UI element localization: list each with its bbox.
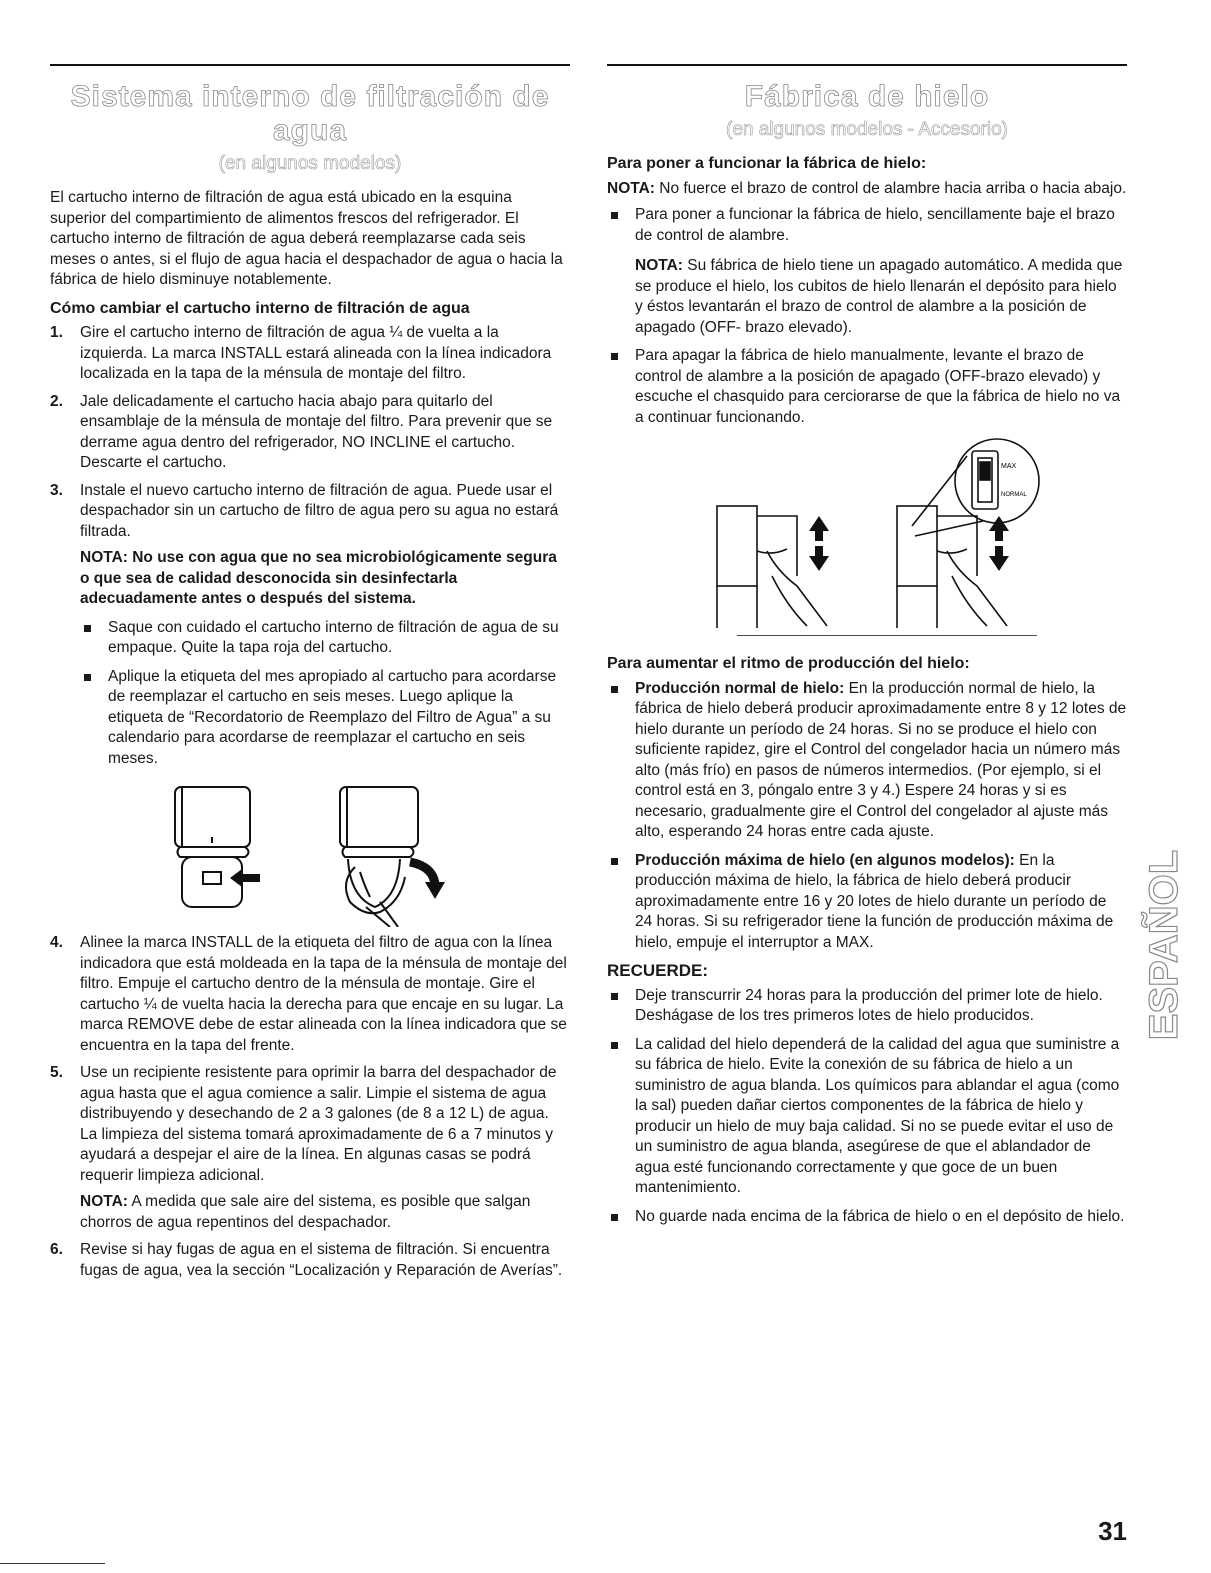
remember-item: La calidad del hielo dependerá de la calidad del agua que suministre a su fábrica de hielo. Evite la conexión de su fábrica de hielo a un suministro de agua blanda. Los químicos para ablandar el agua (como la sal) pueden dañar ciertos componentes de la fábrica de hielo y producir un hielo de muy baja calidad. Si no se puede evitar el uso de un suministro de agua blanda, asegúrese de que el ablandador de agua esté funcionando correctamente y que goce de un buen mantenimiento. — [607, 1035, 1127, 1199]
production-max-text: En la producción máxima de hielo, la fábrica de hielo deberá producir aproximadamente entre 16 y 20 lotes de hielo durante un período de 24 horas. Si su refrigerador tiene la función de producción máxima de hielo, empuje el interruptor a MAX. — [635, 851, 1114, 951]
remember-item: No guarde nada encima de la fábrica de hielo o en el depósito de hielo. — [607, 1207, 1127, 1228]
step-number: 5. — [50, 1064, 63, 1081]
footer-rule — [0, 1563, 105, 1564]
step-3 — [50, 481, 570, 770]
water-filter-subtitle: (en algunos modelos) — [218, 153, 402, 174]
ice-maker-title: Fábrica de hielo — [744, 80, 990, 113]
switch-normal-label: NORMAL — [1001, 492, 1027, 498]
page-number: 31 — [1098, 1516, 1127, 1546]
remember-bullets — [607, 986, 1127, 1228]
production-normal-text: En la producción normal de hielo, la fábrica de hielo deberá producir aproximadamente entre 8 y 12 lotes de hielo durante un período de 24 horas. Si no se produce el hielo con suficiente rapidez, gire el Control del congelador hacia un número más alto (más frío) en pasos de números intermedios. (Por ejemplo, si el control está en 3, póngalo entre 3 y 4.) Espere 24 horas y si es necesario, gradualmente gire el Control del congelador al ajuste más alto, esperando 24 horas entre cada ajuste. — [635, 679, 1127, 840]
note-label: NOTA: — [607, 179, 655, 197]
production-max-item — [607, 851, 1127, 954]
step-3-bullet: Saque con cuidado el cartucho interno de filtración de agua de su empaque. Quite la tapa roja del cartucho. — [80, 618, 570, 659]
step-number: 4. — [50, 934, 63, 951]
step-text: Gire el cartucho interno de filtración de agua ¼ de vuelta a la izquierda. La marca INSTALL estará alineada con la línea indicadora localizada en la tapa de la ménsula de montaje del filtro. — [80, 324, 552, 382]
production-bullets — [607, 679, 1127, 954]
operate-bullets — [607, 205, 1127, 428]
water-filter-intro: El cartucho interno de filtración de agua está ubicado en la esquina superior del compartimiento de alimentos frescos del refrigerador. El cartucho interno de filtración de agua deberá reemplazarse cada seis meses o antes, si el flujo de agua hacia el despachador de agua o hacia la fábrica de hielo disminuye notablemente. — [50, 189, 563, 288]
step-6 — [50, 1240, 570, 1281]
note-label: NOTA: — [635, 257, 683, 274]
operate-bullet: Para apagar la fábrica de hielo manualmente, levante el brazo de control de alambre a la posición de apagado (OFF-brazo elevado) y escuche el chasquido para cerciorarse de que la fábrica de hielo no va a continuar funcionando. — [607, 346, 1127, 428]
note-text: Su fábrica de hielo tiene un apagado automático. A medida que se produce el hielo, los cubitos de hielo llenarán el depósito para hielo y éstos levantarán el brazo de control de alambre a la posición de apagado (OFF- brazo elevado). — [635, 257, 1123, 336]
production-normal-label: Producción normal de hielo: — [635, 679, 845, 697]
switch-max-label: MAX — [1001, 463, 1017, 470]
step-text: Instale el nuevo cartucho interno de filtración de agua. Puede usar el despachador sin un cartucho de filtro de agua pero su agua no estará filtrada. — [80, 481, 559, 540]
auto-shutoff-note — [635, 256, 1127, 338]
step-number: 6. — [50, 1241, 63, 1258]
note-label: NOTA: — [80, 1193, 128, 1210]
water-filter-title: Sistema interno de filtración de agua — [70, 80, 550, 147]
increase-production-heading: Para aumentar el ritmo de producción del hielo: — [607, 655, 970, 672]
step-5-note — [80, 1192, 570, 1233]
left-column — [50, 64, 570, 1288]
step-3-bullets — [80, 618, 570, 770]
operate-nota — [607, 179, 1127, 200]
remember-heading: RECUERDE: — [607, 961, 709, 980]
step-number: 2. — [50, 392, 63, 410]
side-tab-label: ESPAÑOL — [1142, 849, 1186, 1041]
left-top-rule — [50, 64, 570, 66]
note-text: No fuerce el brazo de control de alambre hacia arriba o hacia abajo. — [659, 179, 1127, 197]
language-side-tab — [1139, 830, 1189, 1060]
step-text: Revise si hay fugas de agua en el sistema de filtración. Si encuentra fugas de agua, vea la sección “Localización y Reparación de Averías”. — [80, 1241, 563, 1279]
step-text: Jale delicadamente el cartucho hacia abajo para quitarlo del ensamblaje de la ménsula de montaje del filtro. Para prevenir que se derrame agua dentro del refrigerador, NO INCLINE el cartucho. Descarte el cartucho. — [80, 392, 553, 471]
step-4 — [50, 933, 570, 1056]
ice-maker-illustration — [687, 436, 1047, 636]
filter-cartridge-illustration — [160, 777, 460, 927]
step-5 — [50, 1063, 570, 1233]
note-text: A medida que sale aire del sistema, es posible que salgan chorros de agua repentinos del despachador. — [80, 1193, 531, 1231]
production-normal-item — [607, 679, 1127, 843]
right-column — [607, 64, 1127, 1235]
right-top-rule — [607, 64, 1127, 66]
change-steps-list — [50, 323, 570, 769]
step-3-warning-note: NOTA: No use con agua que no sea microbiológicamente segura o que sea de calidad desconocida sin desinfectarla adecuadamente antes o después del sistema. — [80, 549, 557, 607]
operate-heading: Para poner a funcionar la fábrica de hielo: — [607, 155, 927, 172]
step-text: Use un recipiente resistente para oprimir la barra del despachador de agua hasta que el agua comience a salir. Limpie el sistema de agua distribuyendo y desechando de 2 a 3 galones (de 8 a 12 L) de agua. La limpieza del sistema tomará aproximadamente de 6 a 7 minutos y ayudará a despejar el aire de la línea. En algunas casas se podrá requerir limpieza adicional. — [80, 1064, 557, 1184]
ice-maker-subtitle: (en algunos modelos - Accesorio) — [726, 119, 1008, 140]
step-3-bullet: Aplique la etiqueta del mes apropiado al cartucho para acordarse de reemplazar el cartucho en seis meses. Luego aplique la etiqueta de “Recordatorio de Reemplazo del Filtro de Agua” a su calendario para acordarse de reemplazar el cartucho en seis meses. — [80, 667, 570, 770]
bullet-text: Para poner a funcionar la fábrica de hielo, sencillamente baje el brazo de control de alambre. — [635, 206, 1115, 244]
step-text: Alinee la marca INSTALL de la etiqueta del filtro de agua con la línea indicadora que está moldeada en la tapa de la ménsula de montaje del filtro. Empuje el cartucho dentro de la ménsula de montaje. Gire el cartucho ¼ de vuelta hacia la derecha para que encaje en su lugar. La marca REMOVE debe de estar alineada con la línea indicadora que se encuentra en la tapa del frente. — [80, 934, 567, 1054]
step-2 — [50, 392, 570, 474]
change-steps-list-continued — [50, 933, 570, 1281]
step-number: 1. — [50, 324, 63, 341]
remember-item: Deje transcurrir 24 horas para la producción del primer lote de hielo. Deshágase de los tres primeros lotes de hielo producidos. — [607, 986, 1127, 1027]
step-number: 3. — [50, 481, 63, 499]
production-max-label: Producción máxima de hielo (en algunos modelos): — [635, 851, 1015, 869]
operate-bullet — [607, 205, 1127, 338]
how-to-change-heading: Cómo cambiar el cartucho interno de filtración de agua — [50, 299, 470, 317]
step-1 — [50, 323, 570, 385]
